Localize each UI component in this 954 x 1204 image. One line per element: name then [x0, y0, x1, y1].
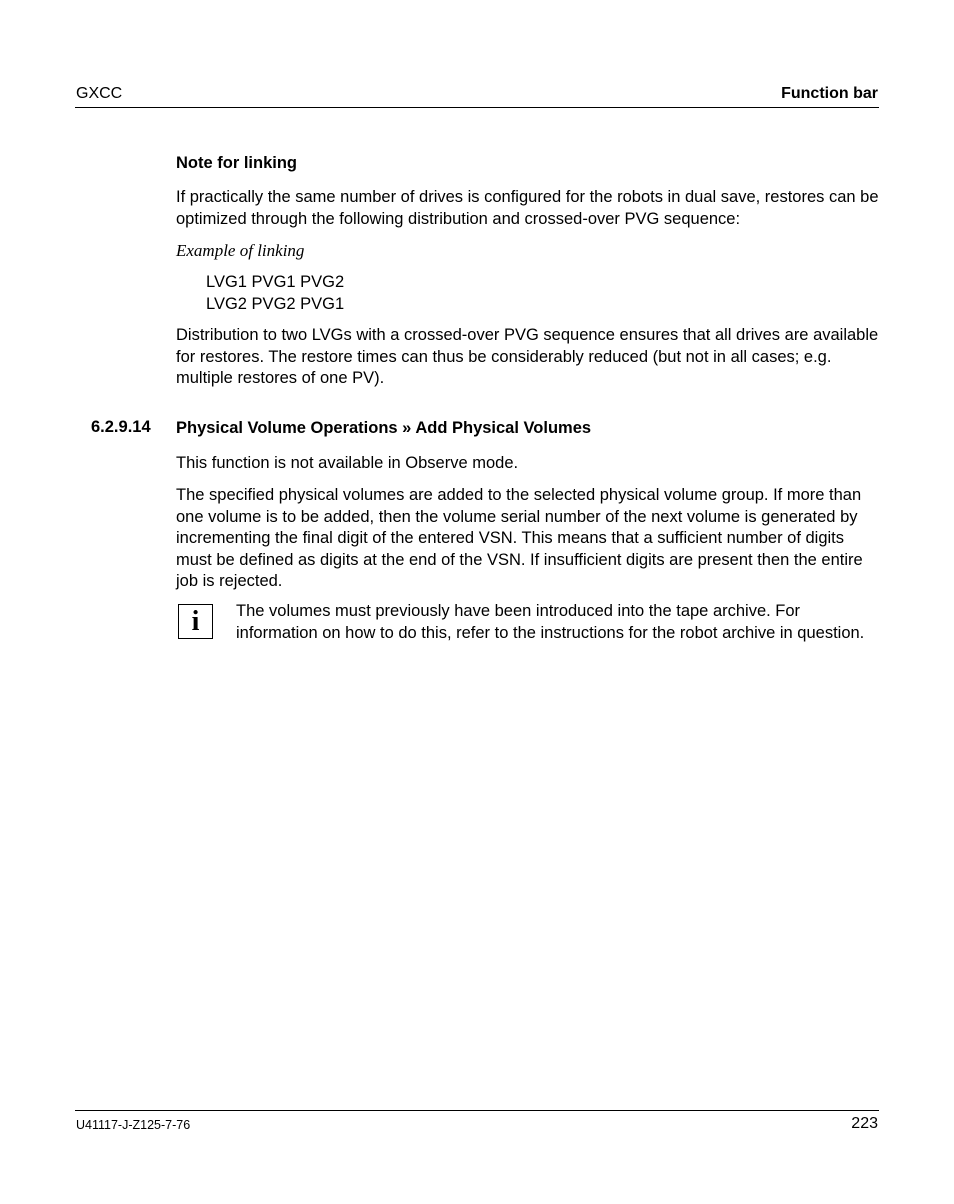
footer-doc-id: U41117-J-Z125-7-76 [76, 1118, 191, 1132]
header-divider [75, 107, 879, 108]
note-heading: Note for linking [176, 154, 297, 172]
info-icon [178, 604, 213, 639]
example-lines [206, 272, 344, 315]
example-line: LVG1 PVG1 PVG2 [206, 273, 345, 291]
description-paragraph: The specified physical volumes are added to the selected physical volume group. If more than one volume is to be added, then the volume serial number of the next volume is generated by incrementing the final digit of the entered VSN. This means that a sufficient number of digits must be defined as digits at the end of the VSN. If insufficient digits are present then the entire job is rejected. [176, 486, 863, 590]
section-number: 6.2.9.14 [91, 418, 151, 436]
note-paragraph: If practically the same number of drives is configured for the robots in dual save, restores can be optimized through the following distribution and crossed-over PVG sequence: [176, 188, 879, 228]
running-header-left: GXCC [76, 85, 123, 102]
example-caption: Example of linking [176, 241, 305, 260]
section-title: Physical Volume Operations » Add Physical Volumes [176, 419, 592, 437]
footer-page-number: 223 [851, 1115, 878, 1132]
info-icon-glyph: i [191, 605, 200, 637]
example-line: LVG2 PVG2 PVG1 [206, 294, 345, 313]
note-closing-paragraph: Distribution to two LVGs with a crossed-over PVG sequence ensures that all drives are available for restores. The restore times can thus be considerably reduced (but not in all cases; e.g. multiple restores of one PV). [176, 326, 879, 387]
running-header-right: Function bar [781, 85, 878, 102]
info-note-text: The volumes must previously have been introduced into the tape archive. For information on how to do this, refer to the instructions for the robot archive in question. [236, 602, 865, 642]
availability-paragraph: This function is not available in Observe mode. [176, 454, 519, 472]
footer-divider [75, 1110, 879, 1111]
